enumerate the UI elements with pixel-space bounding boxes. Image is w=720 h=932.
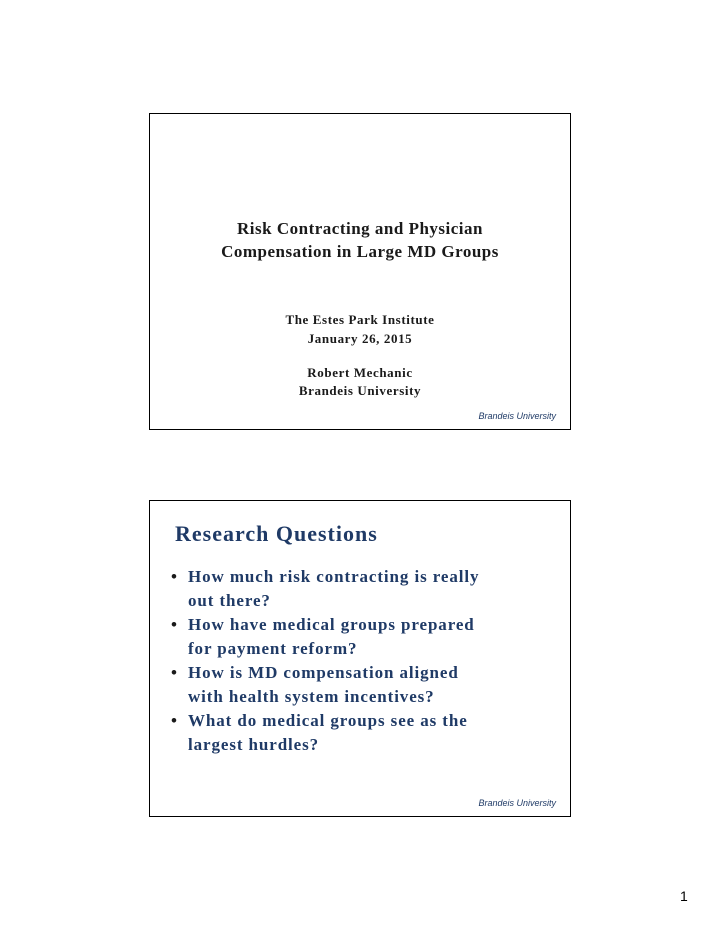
list-item-line: How much risk contracting is really [188,567,480,586]
presenter-info [150,364,570,400]
event-date: January 26, 2015 [307,331,413,346]
bullet-icon: • [171,663,178,682]
bullet-icon: • [171,567,178,586]
slide-2-title: Research Questions [175,521,378,546]
list-item [168,661,558,709]
list-item-line: What do medical groups see as the [188,711,468,730]
bullet-icon: • [171,711,178,730]
list-item-line: How have medical groups prepared [188,615,475,634]
list-item-line: for payment reform? [188,639,358,658]
event-info [150,310,570,348]
list-item [168,565,558,613]
list-item [168,613,558,661]
list-item-line: How is MD compensation aligned [188,663,459,682]
slide-1 [149,113,571,430]
slide-1-title [150,217,570,263]
page-number: 1 [680,888,688,904]
slide-2-footer: Brandeis University [478,798,556,808]
list-item-line: with health system incentives? [188,687,435,706]
slide-2 [149,500,571,817]
institute-name: The Estes Park Institute [285,312,435,327]
slide-1-footer: Brandeis University [478,411,556,421]
list-item-line: out there? [188,591,271,610]
presenter-affiliation: Brandeis University [298,383,422,398]
bullet-icon: • [171,615,178,634]
slide-1-title-line-2: Compensation in Large MD Groups [221,242,499,261]
research-questions-list [168,565,558,757]
list-item-line: largest hurdles? [188,735,320,754]
slide-1-title-line-1: Risk Contracting and Physician [237,219,483,238]
list-item [168,709,558,757]
presenter-name: Robert Mechanic [307,365,413,380]
